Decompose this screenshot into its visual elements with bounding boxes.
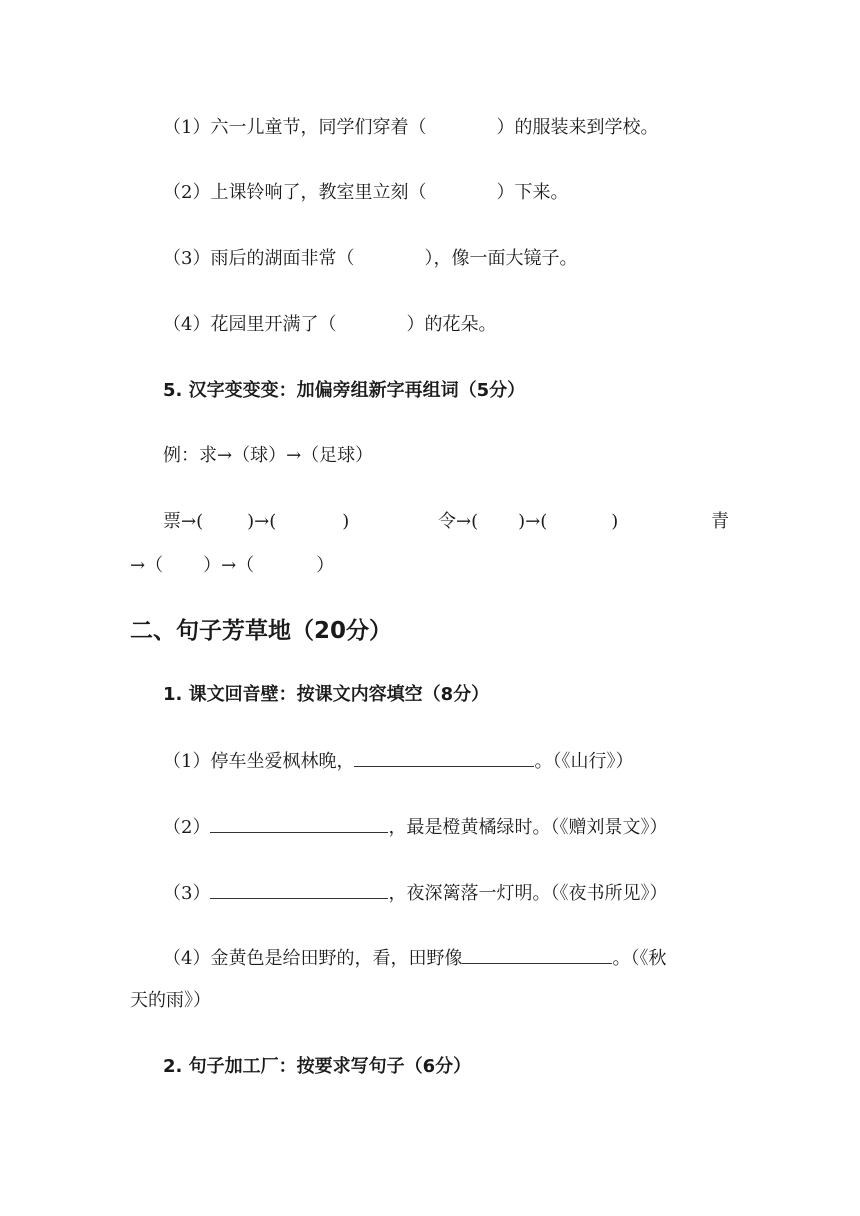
recite-item-2: （2） ，最是橙黄橘绿时。（《赠刘景文》）: [163, 814, 667, 840]
recite-item-3: （3） ，夜深篱落一灯明。（《夜书所见》）: [163, 880, 667, 906]
answer-blank[interactable]: [462, 945, 612, 964]
recite-item-1: （1）停车坐爱枫林晚， 。（《山行》）: [163, 748, 633, 774]
fill-item-2: （2）上课铃响了，教室里立刻（ ）下来。: [163, 182, 569, 203]
answer-blank[interactable]: [354, 748, 534, 767]
q5-title: 5. 汉字变变变：加偏旁组新字再组词（5分）: [163, 380, 526, 401]
recite-item-4-wrap: 天的雨》）: [130, 990, 211, 1011]
section2-q1-title: 1. 课文回音壁：按课文内容填空（8分）: [163, 684, 490, 705]
q5-wrap-row: →（ ）→（ ）: [130, 555, 335, 576]
fill-item-3: （3）雨后的湖面非常（ ），像一面大镜子。: [163, 248, 578, 269]
char-piao: 票: [163, 511, 181, 532]
q5-char-row-2: 令→( )→( ): [438, 511, 619, 532]
char-qing: 青: [711, 511, 729, 532]
q5-char-row: 票→( )→( ): [163, 511, 350, 532]
answer-blank[interactable]: [210, 814, 388, 833]
q5-example: 例：求→（球）→（足球）: [163, 445, 374, 466]
section2-q2-title: 2. 句子加工厂：按要求写句子（6分）: [163, 1056, 472, 1077]
fill-item-4: （4）花园里开满了（ ）的花朵。: [163, 314, 497, 335]
answer-blank[interactable]: [210, 880, 388, 899]
char-ling: 令: [438, 511, 456, 532]
recite-item-4: （4）金黄色是给田野的，看，田野像 。（《秋: [163, 945, 666, 971]
section2-title: 二、句子芳草地（20分）: [130, 618, 393, 644]
fill-item-1: （1）六一儿童节，同学们穿着（ ）的服装来到学校。: [163, 117, 659, 138]
